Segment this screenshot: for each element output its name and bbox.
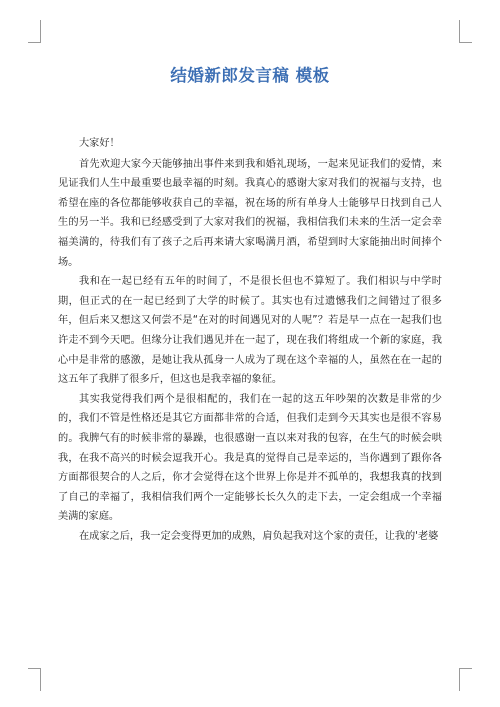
body-paragraph: 在成家之后，我一定会变得更加的成熟，肩负起我对这个家的责任，让我的'老婆	[79, 530, 439, 542]
crop-mark-bottom-left	[28, 668, 41, 691]
crop-mark-top-right	[459, 20, 472, 43]
crop-mark-bottom-right	[459, 668, 472, 691]
greeting-paragraph: 大家好！	[79, 138, 120, 149]
body-paragraph: 我和在一起已经有五年的时间了，不是很长但也不算短了。我们相识与中学时期，但正式的在一起已经到了大学的时候了。其实也有过遗憾我们之间错过了很多年，但后来又想这又何尝不是“在对的时间遇见对的人呢”？若是早一点在一起我们也许走不到今天吧。但缘分让我们遇见并在一起了，现在我们将组成一个新的家庭，我心中是非常的感激，是她让我从孤身一人成为了现在这个幸福的人，虽然在在一起的这五年了我胖了很多斤，但这也是我幸福的象征。	[58, 276, 442, 386]
body-paragraph: 首先欢迎大家今天能够抽出事件来到我和婚礼现场，一起来见证我们的爱情，来见证我们人生中最重要也最幸福的时刻。我真心的感谢大家对我们的祝福与支持，也希望在座的各位都能够收获自己的幸福，祝在场的所有单身人士能够早日找到自己人生的另一半。我和已经感受到了大家对我们的祝福，我相信我们未来的生活一定会幸福美满的，待我们有了孩子之后再来请大家喝满月酒，希望到时大家能抽出时间捧个场。	[58, 158, 442, 268]
document-body	[58, 134, 442, 546]
crop-mark-top-left	[28, 20, 41, 43]
body-paragraph: 其实我觉得我们两个是很相配的，我们在一起的这五年吵架的次数是非常的少的，我们不管是性格还是其它方面都非常的合适，但我们走到今天其实也是很不容易的。我脾气有的时候非常的暴躁，也很感谢一直以来对我的包容，在生气的时候会哄我，在我不高兴的时候会逗我开心。我是真的觉得自己是幸运的，当你遇到了跟你各方面都很契合的人之后，你才会觉得在这个世界上你是并不孤单的，我想我真的找到了自己的幸福了，我相信我们两个一定能够长长久久的走下去，一定会组成一个幸福美满的家庭。	[58, 393, 442, 523]
document-title: 结婚新郎发言稿 模板	[170, 66, 330, 85]
